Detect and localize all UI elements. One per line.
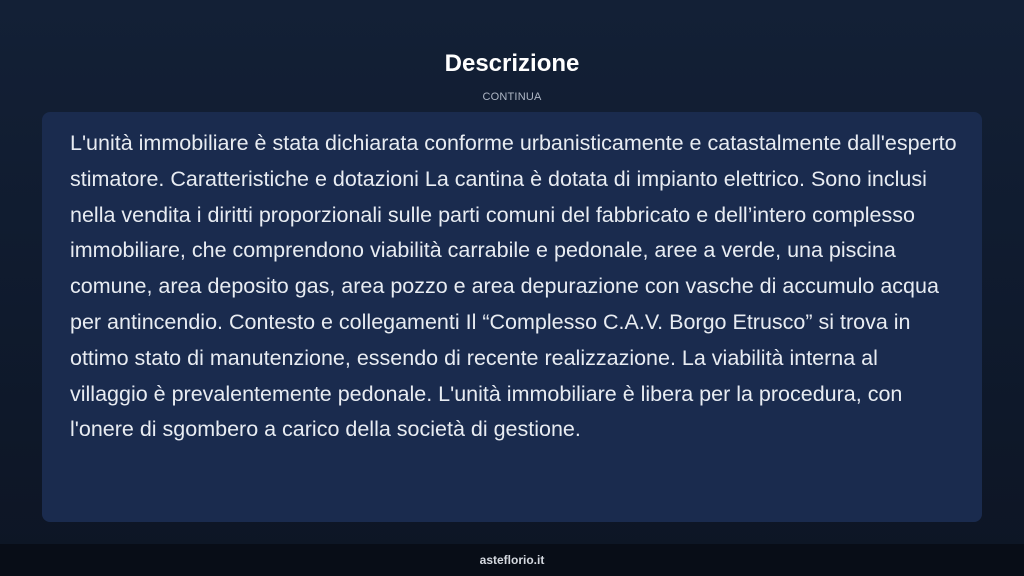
footer-bar [0,544,1024,576]
description-text: L'unità immobiliare è stata dichiarata conforme urbanisticamente e catastalmente dall'esperto stimatore. Caratteristiche e dotazioni La cantina è dotata di impianto elettrico. Sono inclusi nella vendita i diritti proporzionali sulle parti comuni del fabbricato e dell’intero complesso immobiliare, che comprendono viabilità carrabile e pedonale, aree a verde, una piscina comune, area deposito gas, area pozzo e area depurazione con vasche di accumulo acqua per antincendio. Contesto e collegamenti Il “Complesso C.A.V. Borgo Etrusco” si trova in ottimo stato di manutenzione, essendo di recente realizzazione. La viabilità interna al villaggio è prevalentemente pedonale. L'unità immobiliare è libera per la procedura, con l'onere di sgombero a carico della società di gestione. [70,131,957,442]
continue-link[interactable]: CONTINUA [482,91,542,103]
page-title: Descrizione [444,50,580,77]
footer-site-label: asteflorio.it [479,553,545,567]
description-card [42,112,982,522]
